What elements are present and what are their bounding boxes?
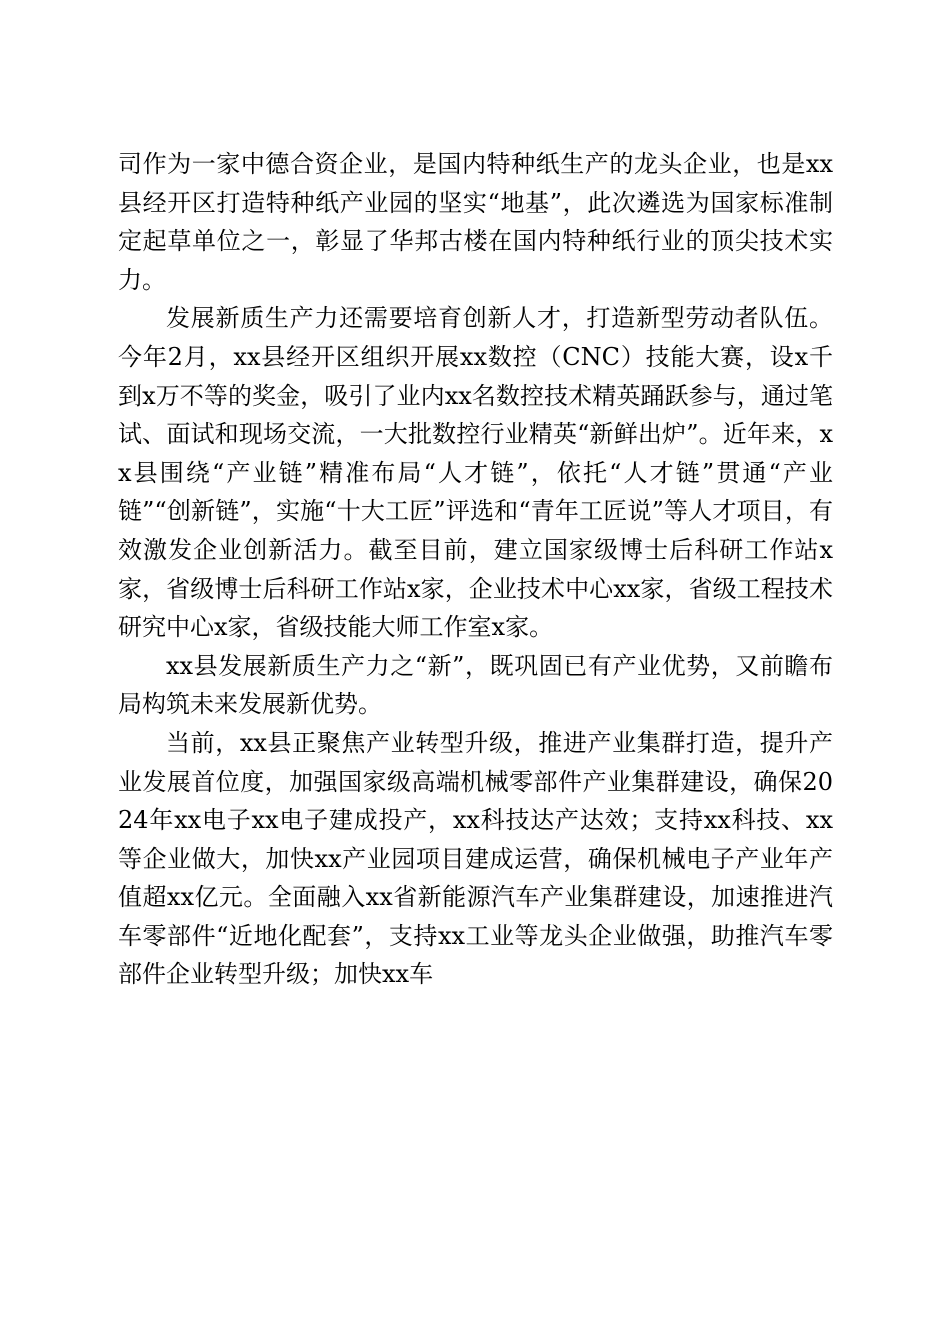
paragraph-1: 司作为一家中德合资企业，是国内特种纸生产的龙头企业，也是xx县经开区打造特种纸产业园的坚实“地基”，此次遴选为国家标准制定起草单位之一，彰显了华邦古楼在国内特种纸行业的顶尖技术实力。 (118, 150, 833, 294)
paragraph-4: 当前，xx县正聚焦产业转型升级，推进产业集群打造，提升产业发展首位度，加强国家级高端机械零部件产业集群建设，确保2024年xx电子xx电子建成投产，xx科技达产达效；支持xx科技、xx等企业做大，加快xx产业园项目建成运营，确保机械电子产业年产值超xx亿元。全面融入xx省新能源汽车产业集群建设，加速推进汽车零部件“近地化配套”，支持xx工业等龙头企业做强，助推汽车零部件企业转型升级；加快xx车 (118, 728, 833, 989)
paragraph-3: xx县发展新质生产力之“新”，既巩固已有产业优势，又前瞻布局构筑未来发展新优势。 (118, 651, 833, 719)
paragraph-2: 发展新质生产力还需要培育创新人才，打造新型劳动者队伍。今年2月，xx县经开区组织开展xx数控（CNC）技能大赛，设x千到x万不等的奖金，吸引了业内xx名数控技术精英踊跃参与，通过笔试、面试和现场交流，一大批数控行业精英“新鲜出炉”。近年来，xx县围绕“产业链”精准布局“人才链”，依托“人才链”贯通“产业链”“创新链”，实施“十大工匠”评选和“青年工匠说”等人才项目，有效激发企业创新活力。截至目前，建立国家级博士后科研工作站x家，省级博士后科研工作站x家，企业技术中心xx家，省级工程技术研究中心x家，省级技能大师工作室x家。 (118, 304, 833, 642)
document-page (118, 145, 833, 994)
